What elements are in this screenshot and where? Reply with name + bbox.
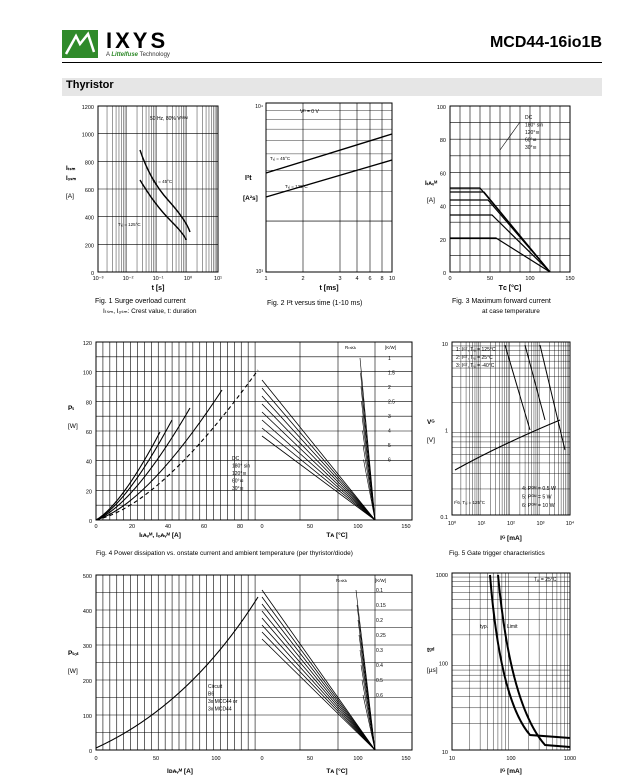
fig6-ytick: 500 — [82, 574, 92, 580]
fig6-rth-line — [262, 611, 375, 750]
fig6-xtick: 50 — [152, 756, 160, 762]
fig6-power-curve — [96, 597, 258, 748]
fig4-rth-line — [262, 404, 375, 520]
fig4-ylabel-unit: [W] — [68, 423, 78, 430]
fig6-rth-value: 0.1 — [376, 588, 383, 594]
fig4-xtick: 50 — [306, 524, 314, 530]
fig4-legend-item: 180° sin — [232, 463, 251, 470]
fig6-rth-line — [262, 618, 375, 750]
fig4-rth-line — [262, 428, 375, 520]
fig6-circuit-note: Circuit — [208, 684, 223, 690]
fig6-ytick: 300 — [82, 644, 92, 650]
fig4-rth-value: 1 — [388, 356, 391, 362]
fig6-ytick: 0 — [88, 749, 92, 755]
fig5-xtick: 10⁰ — [447, 521, 457, 527]
fig6-rth-value: 0.4 — [376, 663, 383, 669]
fig4-ytick: 120 — [82, 341, 92, 347]
fig4-ytick: 100 — [82, 370, 92, 377]
fig4-xtick: 40 — [164, 524, 172, 530]
fig2-line-45c — [266, 134, 392, 173]
fig7-xtick: 10 — [448, 756, 456, 762]
fig5-xtick: 10⁴ — [565, 521, 575, 527]
fig3-xtick: 50 — [486, 276, 494, 282]
fig2-note: Vᴿ = 0 V — [300, 109, 319, 115]
fig1-ylabel-unit: [A] — [66, 193, 74, 200]
fig6-ylabel-unit: [W] — [68, 668, 78, 675]
fig7-note: Tᵥⱼ = 25°C — [534, 577, 557, 583]
fig1-xtick: 10¹ — [214, 276, 222, 282]
fig4-rth-value: 1.5 — [388, 370, 395, 377]
fig1-ytick: 0 — [90, 271, 94, 277]
fig1-note: 50 Hz, 80% Vᴿᴿᴹ — [150, 116, 188, 122]
fig1-xtick: 10⁰ — [183, 276, 193, 282]
fig5-pg-line — [505, 345, 530, 430]
fig6-xlabel: Tᴀ [°C] — [326, 768, 348, 775]
fig4-legend-item: 120°≌ — [232, 471, 247, 477]
fig6-xtick: 150 — [401, 756, 411, 762]
fig5-xlabel: Iᴳ [mA] — [500, 535, 522, 542]
fig7-limit-label: Limit — [507, 624, 518, 630]
fig5-caption: Fig. 5 Gate trigger characteristics — [449, 550, 545, 557]
fig4-xtick: 60 — [200, 524, 208, 530]
fig5-pg-item: 4: Pᴳᴹ = 0.5 W — [522, 486, 556, 492]
fig6-ylabel: Pₜₒₜ — [68, 650, 79, 657]
fig6-xtick: 100 — [353, 756, 363, 762]
fig4-rth-value: 3 — [388, 414, 391, 420]
fig4-xtick: 150 — [401, 524, 411, 530]
fig7-xtick: 100 — [506, 756, 516, 762]
fig3-legend-item: 180° sin — [525, 122, 544, 129]
fig4-legend-item: 30°≌ — [232, 486, 244, 492]
fig4-ylabel: Pₜ — [68, 405, 75, 412]
fig5-xtick: 10² — [507, 521, 515, 527]
fig1-curve-label: Tᵥⱼ = 45°C — [152, 179, 173, 184]
fig6-ytick: 200 — [82, 679, 92, 685]
fig6-rth-value: 0.2 — [376, 618, 383, 624]
fig4-ytick: 80 — [85, 400, 92, 407]
fig3-ytick: 80 — [439, 138, 446, 145]
fig6-xtick: 0 — [94, 756, 98, 762]
fig2-xtick: 8 — [380, 276, 384, 282]
fig3-xtick: 0 — [448, 276, 452, 282]
fig7-xtick: 1000 — [563, 756, 577, 762]
fig2-ylabel-unit: [A²s] — [243, 195, 258, 202]
fig2-ytick: 10³ — [255, 269, 263, 275]
section-title: Thyristor — [66, 79, 114, 91]
fig7-xlabel: Iᴳ [mA] — [500, 768, 522, 775]
fig2-caption: Fig. 2 I²t versus time (1-10 ms) — [267, 300, 363, 307]
fig3-ytick: 20 — [439, 237, 446, 244]
fig7-limit-curve — [498, 575, 570, 747]
fig5-legend-item: 3: Iᴳᵀ, Tᵥⱼ = -40°C — [456, 363, 495, 369]
fig2-xtick: 10 — [388, 276, 396, 282]
fig2-xtick: 3 — [338, 276, 342, 282]
fig2-line-label: Tᵥⱼ = 125°C — [285, 184, 308, 189]
fig3-xlabel: Tᴄ [°C] — [498, 285, 522, 292]
fig7-ylabel-unit: [µs] — [427, 667, 438, 674]
fig4-rth-line — [262, 380, 375, 520]
fig5-ylabel-unit: [V] — [427, 437, 435, 444]
fig6-xtick: 0 — [260, 756, 264, 762]
fig1-ytick: 1000 — [81, 132, 94, 139]
fig4-rth-unit: [K/W] — [385, 345, 396, 350]
fig4-caption: Fig. 4 Power dissipation vs. onstate current and ambient temperature (per thyristor/diode) — [96, 550, 353, 557]
fig3-ylabel: Iₜᴀᵥᴹ — [425, 181, 438, 187]
fig2-ylabel: I²t — [245, 175, 252, 182]
fig4-xtick: 0 — [260, 524, 264, 530]
fig1-ytick: 200 — [84, 243, 94, 250]
fig4-rth-line — [262, 388, 375, 520]
brand-tagline: A Littelfuse Technology — [106, 52, 170, 58]
fig4-ytick: 0 — [88, 519, 92, 525]
fig3-ytick: 0 — [442, 271, 446, 277]
fig7-ytick: 10 — [441, 750, 448, 756]
fig4-rth-label: Rₜₕᴋᴀ — [345, 345, 356, 350]
fig7-ylabel: tᵍᵈ — [427, 647, 435, 654]
fig4-rth-line — [262, 396, 375, 520]
fig1-xlabel: t [s] — [151, 285, 165, 292]
fig4-xtick: 80 — [236, 524, 244, 530]
fig4-ytick: 40 — [85, 459, 92, 466]
fig6-circuit-note: 3x MCD44 — [208, 706, 232, 713]
fig3-ytick: 40 — [439, 204, 446, 211]
fig1-xtick: 10⁻¹ — [152, 276, 164, 282]
fig6-rth-unit: [K/W] — [375, 578, 386, 583]
fig1-xtick: 10⁻³ — [92, 276, 104, 282]
fig7-typ-label: typ. — [480, 624, 489, 630]
fig6-xlabel: Iᴅᴀᵥᴹ [A] — [167, 768, 193, 775]
part-number: MCD44-16io1B — [489, 34, 602, 51]
fig2-line-label: Tᵥⱼ = 45°C — [270, 156, 291, 161]
fig6-circuit-note: 3x MCC44 or — [208, 699, 238, 705]
fig7-ytick: 100 — [438, 661, 448, 668]
fig1-caption: Iₜₛₘ, Iₒₛₘ: Crest value, t: duration — [103, 308, 197, 315]
fig5-pg-line — [525, 345, 545, 420]
fig6-rth-line — [262, 625, 375, 750]
fig6-ytick: 100 — [82, 714, 92, 720]
fig5-pg-item: 5: Pᴳᴹ = 5 W — [522, 494, 552, 501]
fig6-xtick: 50 — [306, 756, 314, 762]
fig2-xtick: 4 — [355, 276, 359, 282]
fig1-ytick: 600 — [84, 188, 94, 194]
fig3-ytick: 100 — [436, 105, 446, 111]
fig4-ytick: 20 — [85, 489, 92, 496]
fig3-legend-item: 60°≌ — [525, 137, 537, 144]
fig2-ytick: 10⁴ — [255, 104, 263, 110]
fig5-ytick: 1 — [444, 428, 448, 435]
fig5-xtick: 10¹ — [477, 521, 486, 527]
fig4-legend-item: DC — [232, 456, 240, 462]
fig6-rth-value: 0.5 — [376, 678, 383, 684]
fig4-power-curve — [96, 432, 160, 520]
fig3-xtick: 100 — [525, 276, 535, 282]
fig6-rth-value: 0.6 — [376, 693, 383, 699]
fig4-rth-value: 2.5 — [388, 399, 395, 406]
brand-name: IXYS — [106, 28, 169, 53]
fig1-ytick: 1200 — [81, 105, 94, 111]
fig3-caption: Fig. 3 Maximum forward current — [452, 298, 551, 305]
fig4-rth-line — [262, 436, 375, 520]
fig4-rth-value: 4 — [388, 428, 391, 435]
fig6-ytick: 400 — [82, 609, 92, 615]
fig4-rth-value: 6 — [388, 457, 391, 464]
fig4-xtick: 100 — [353, 524, 363, 530]
fig6-rth-value: 0.15 — [376, 603, 386, 609]
fig4-ytick: 60 — [85, 430, 92, 436]
fig5-igd-label: Iᴳᴅ, Tᵥⱼ = 125°C — [454, 500, 486, 505]
fig7-ytick: 1000 — [435, 573, 448, 579]
fig3-legend-item: 120°≌ — [525, 130, 540, 136]
fig5-ytick: 10 — [441, 342, 448, 348]
fig6-circuit-note: B6 — [208, 691, 215, 698]
fig6-rth-line — [262, 639, 375, 750]
fig2-xtick: 1 — [264, 276, 268, 282]
fig4-rth-line — [262, 412, 375, 520]
fig6-rth-value: 0.25 — [376, 633, 386, 639]
fig4-power-curve — [96, 390, 222, 520]
fig5-xtick: 10³ — [536, 521, 545, 527]
fig5-ylabel: Vᴳ — [427, 419, 435, 426]
fig3-caption: at case temperature — [482, 308, 540, 315]
fig5-ytick: 0.1 — [440, 515, 448, 521]
fig4-xlabel: Tᴀ [°C] — [326, 532, 348, 539]
fig4-legend-item: 60°≌ — [232, 478, 244, 485]
fig4-xtick: 0 — [94, 524, 98, 530]
fig1-ytick: 400 — [84, 215, 94, 222]
fig6-xtick: 100 — [211, 756, 221, 762]
fig6-rth-label: Rₜₕᴋᴀ — [336, 578, 347, 583]
fig1-curve-label: Tᵥⱼ = 125°C — [118, 222, 141, 227]
fig4-xlabel: Iₜᴀᵥᴹ, Iₒᴀᵥᴹ [A] — [139, 532, 181, 539]
fig3-legend-item: 30°≌ — [525, 145, 537, 151]
fig3-xtick: 150 — [565, 276, 575, 282]
fig5-pg-item: 6: Pᴳᴹ = 10 W — [522, 503, 555, 509]
fig1-ylabel: Iₒₛₘ — [66, 176, 77, 182]
fig6-rth-line — [262, 597, 375, 750]
fig5-legend-item: 1: Iᴳᵀ, Tᵥⱼ = 125°C — [456, 347, 496, 353]
fig3-legend-item: DC — [525, 115, 533, 121]
fig5-gate-curve — [455, 420, 560, 470]
fig2-xtick: 2 — [301, 276, 305, 282]
fig6-rth-value: 0.3 — [376, 648, 383, 654]
fig4-rth-value: 2 — [388, 385, 391, 391]
fig2-xtick: 6 — [368, 276, 372, 282]
fig1-caption: Fig. 1 Surge overload current — [95, 298, 186, 305]
fig4-power-curve — [96, 370, 258, 520]
fig3-ytick: 60 — [439, 171, 446, 178]
fig5-legend-item: 2: Iᴳᵀ, Tᵥⱼ = 25°C — [456, 355, 493, 361]
fig6-rth-line — [262, 604, 375, 750]
fig3-ylabel-unit: [A] — [427, 197, 435, 204]
fig1-ytick: 800 — [84, 160, 94, 167]
fig1-xtick: 10⁻² — [122, 276, 134, 282]
fig4-xtick: 20 — [128, 524, 136, 530]
fig4-rth-value: 5 — [388, 443, 391, 449]
fig2-xlabel: t [ms] — [319, 285, 339, 292]
fig1-ylabel: Iₜₛₘ — [66, 166, 76, 172]
